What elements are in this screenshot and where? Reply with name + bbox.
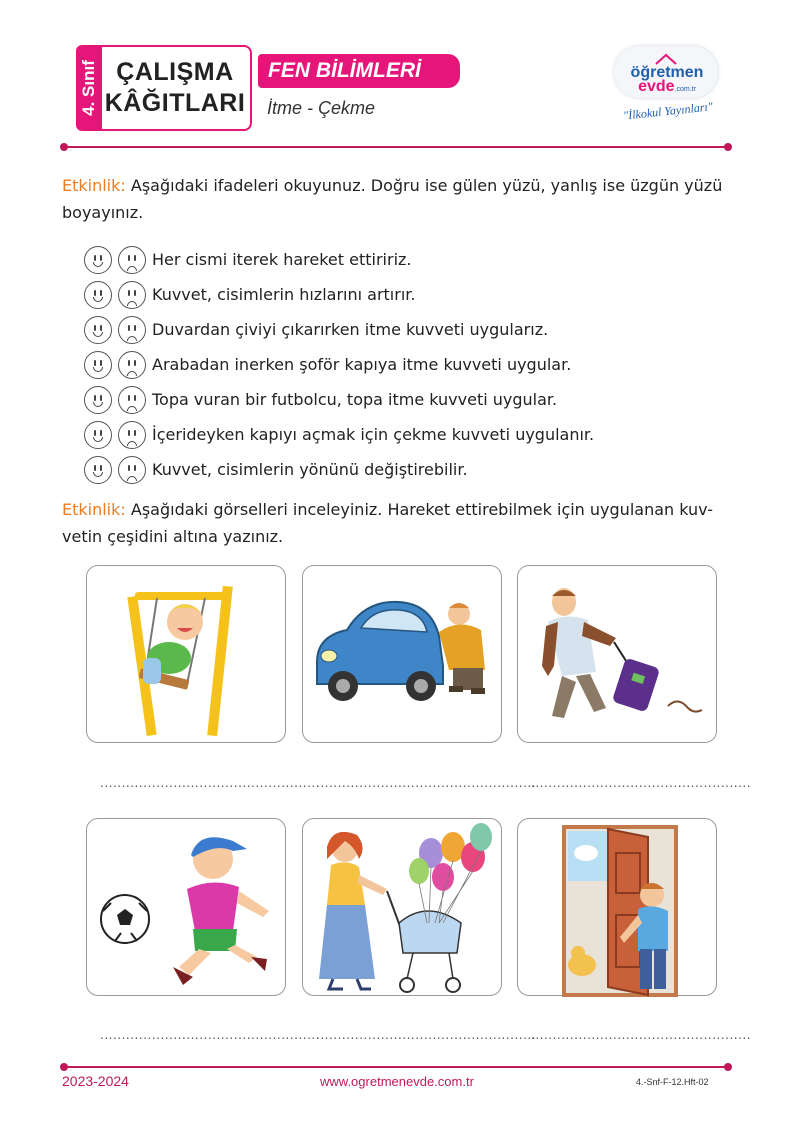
grade-label: 4. Sınıf xyxy=(79,60,99,116)
footer-document-code: 4.-Snf-F-12.Hft-02 xyxy=(636,1077,709,1087)
statement-text: Kuvvet, cisimlerin hızlarını artırır. xyxy=(152,285,416,304)
publisher-logo xyxy=(608,44,724,130)
activity-2-label: Etkinlik: xyxy=(62,500,126,519)
statement-text: Her cismi iterek hareket ettiririz. xyxy=(152,250,412,269)
answer-blank-2[interactable]: ................................................... xyxy=(316,776,537,790)
sad-face-icon[interactable] xyxy=(118,386,146,414)
sad-face-icon[interactable] xyxy=(118,456,146,484)
statement-row xyxy=(84,452,724,487)
sad-face-icon[interactable] xyxy=(118,421,146,449)
answer-blank-5[interactable]: ................................................... xyxy=(316,1028,537,1042)
happy-face-icon[interactable] xyxy=(84,281,112,309)
happy-face-icon[interactable] xyxy=(84,386,112,414)
picture-card-door xyxy=(517,818,717,996)
logo-tagline: "İlkokul Yayınları" xyxy=(622,99,714,123)
activity-1-instruction xyxy=(62,172,730,226)
subject-bar xyxy=(258,54,460,88)
title-line-1: ÇALIŞMA xyxy=(116,58,234,86)
footer-website-link[interactable]: www.ogretmenevde.com.tr xyxy=(320,1074,474,1089)
footer-year: 2023-2024 xyxy=(62,1073,129,1089)
statement-row xyxy=(84,382,724,417)
statement-text: Topa vuran bir futbolcu, topa itme kuvveti uygular. xyxy=(152,390,558,409)
title-line-2: KÂĞITLARI xyxy=(104,89,246,117)
header-divider xyxy=(64,146,728,148)
picture-card-stroller xyxy=(302,818,502,996)
happy-face-icon[interactable] xyxy=(84,456,112,484)
happy-face-icon[interactable] xyxy=(84,316,112,344)
activity-1-label: Etkinlik: xyxy=(62,176,126,195)
statement-row xyxy=(84,417,724,452)
statement-text: İçerideyken kapıyı açmak için çekme kuvveti uygulanır. xyxy=(152,425,595,444)
picture-card-ball xyxy=(86,818,286,996)
happy-face-icon[interactable] xyxy=(84,246,112,274)
activity-2-instruction xyxy=(62,496,730,550)
picture-card-car xyxy=(302,565,502,743)
statement-row xyxy=(84,312,724,347)
sad-face-icon[interactable] xyxy=(118,316,146,344)
sad-face-icon[interactable] xyxy=(118,281,146,309)
answer-blank-3[interactable]: ................................................... xyxy=(531,776,752,790)
logo-brand xyxy=(618,66,716,97)
happy-face-icon[interactable] xyxy=(84,421,112,449)
pushing-stroller-icon xyxy=(303,819,503,997)
statement-text: Kuvvet, cisimlerin yönünü değiştirebilir. xyxy=(152,460,468,479)
answer-blank-1[interactable]: ................................................... xyxy=(100,776,321,790)
answer-blank-4[interactable]: ................................................... xyxy=(100,1028,321,1042)
picture-card-swing xyxy=(86,565,286,743)
picture-card-suitcase xyxy=(517,565,717,743)
activity-2-text-line-1: Aşağıdaki görselleri inceleyiniz. Hareket ettirebilmek için uygulanan kuv- xyxy=(130,500,713,519)
opening-door-icon xyxy=(518,819,718,997)
logo-brand-part1: öğretmen xyxy=(630,64,704,81)
grade-tab xyxy=(76,45,102,131)
sad-face-icon[interactable] xyxy=(118,246,146,274)
happy-face-icon[interactable] xyxy=(84,351,112,379)
statement-text: Arabadan inerken şoför kapıya itme kuvveti uygular. xyxy=(152,355,572,374)
worksheet-title-box xyxy=(100,45,252,131)
activity-1-text: Aşağıdaki ifadeleri okuyunuz. Doğru ise gülen yüzü, yanlış ise üzgün yüzü boyayınız. xyxy=(62,176,723,222)
statement-text: Duvardan çiviyi çıkarırken itme kuvveti uygularız. xyxy=(152,320,549,339)
swing-child-icon xyxy=(87,566,287,744)
answer-blank-6[interactable]: ................................................... xyxy=(531,1028,752,1042)
sad-face-icon[interactable] xyxy=(118,351,146,379)
footer-divider xyxy=(64,1066,728,1068)
logo-brand-part2: evde xyxy=(638,78,675,95)
activity-2-text-line-2: vetin çeşidini altına yazınız. xyxy=(62,527,284,546)
pushing-car-icon xyxy=(303,566,503,744)
subject-label: FEN BİLİMLERİ xyxy=(268,59,421,82)
statement-row xyxy=(84,277,724,312)
statement-row xyxy=(84,242,724,277)
statement-list xyxy=(84,242,724,487)
statement-row xyxy=(84,347,724,382)
pulling-suitcase-icon xyxy=(518,566,718,744)
logo-domain: .com.tr xyxy=(674,86,696,93)
topic-label: İtme - Çekme xyxy=(267,98,376,118)
kicking-ball-icon xyxy=(87,819,287,997)
